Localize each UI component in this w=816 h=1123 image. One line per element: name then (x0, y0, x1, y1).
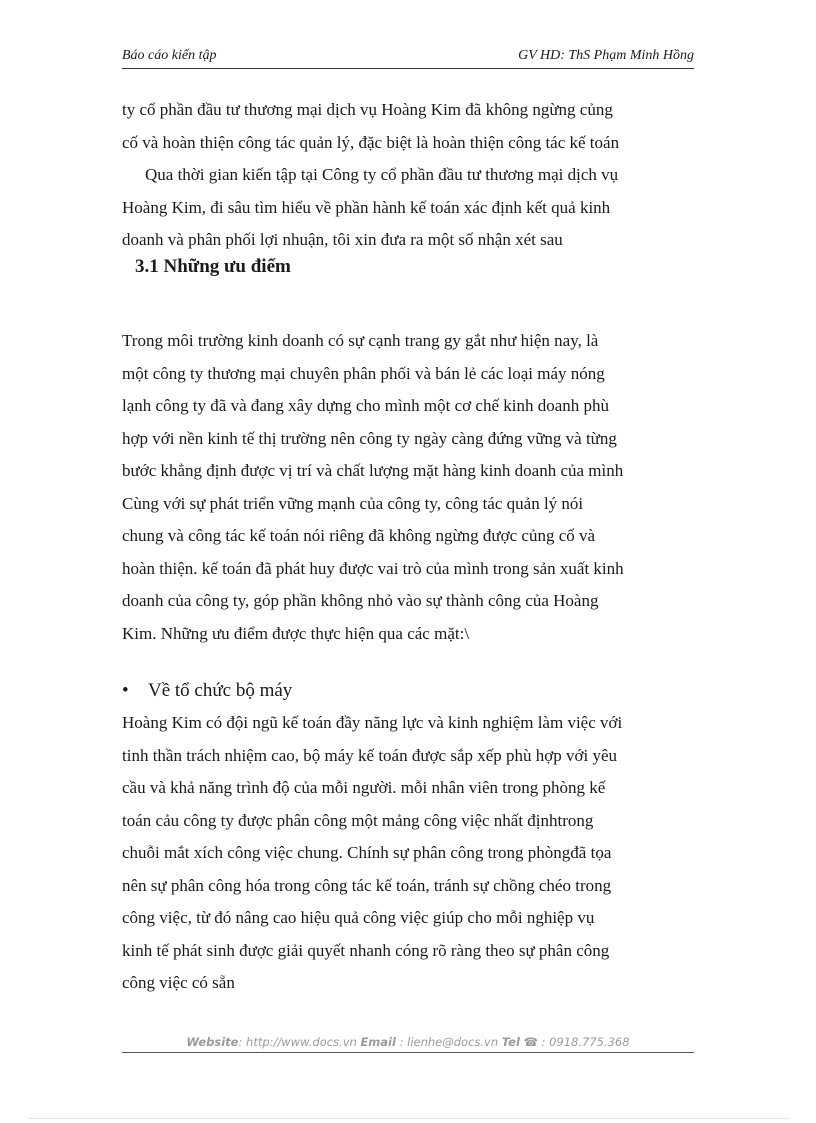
footer-website-value: : http://www.docs.vn (238, 1035, 357, 1049)
footer-email-value: : lienhe@docs.vn (395, 1035, 499, 1049)
text-line: Qua thời gian kiến tập tại Công ty cổ phần đầu tư thương mại dịch vụ (145, 165, 619, 184)
page-footer (122, 1035, 694, 1053)
phone-icon: ☎ (523, 1035, 538, 1049)
footer-tel-label: Tel (501, 1035, 520, 1049)
observation-paragraph (122, 159, 694, 257)
text-line: chung và công tác kế toán nói riêng đã không ngừng được củng cố và (122, 526, 596, 545)
text-line: hợp với nền kinh tế thị trường nên công ty ngày càng đứng vững và từng (122, 428, 617, 448)
text-line: cố và hoàn thiện công tác quản lý, đặc biệt là hoàn thiện công tác kế toán (122, 132, 620, 152)
header-advisor: GV HD: ThS Phạm Minh Hồng (518, 48, 694, 63)
bullet-item (122, 680, 292, 702)
text-line: Kim. Những ưu điểm được thực hiện qua các mặt:\ (122, 623, 470, 643)
text-line: chuỗi mắt xích công việc chung. Chính sự phân công trong phòngđã tọa (122, 843, 612, 862)
text-line: Hoàng Kim, đi sâu tìm hiểu về phần hành kế toán xác định kết quả kinh (122, 197, 611, 217)
page-header (122, 48, 694, 69)
text-line: doanh và phân phối lợi nhuận, tôi xin đưa ra một số nhận xét sau (122, 230, 563, 249)
text-line: Cùng với sự phát triển vững mạnh của công ty, công tác quản lý nói (122, 493, 584, 513)
text-line: kinh tế phát sinh được giải quyết nhanh cóng rõ ràng theo sự phân công (122, 940, 610, 960)
text-line: nên sự phân công hóa trong công tác kế toán, tránh sự chồng chéo trong (122, 875, 612, 895)
footer-website-label: Website (186, 1035, 239, 1049)
text-line: công việc, từ đó nâng cao hiệu quả công việc giúp cho mỗi nghiệp vụ (122, 908, 595, 927)
text-line: lạnh công ty đã và đang xây dựng cho mình một cơ chế kinh doanh phù (122, 396, 610, 415)
text-line: Trong môi trường kinh doanh có sự cạnh trang gy gắt như hiện nay, là (122, 331, 599, 350)
section-heading: 3.1 Những ưu điểm (135, 256, 291, 277)
intro-paragraph (122, 94, 694, 159)
page-bottom-divider (28, 1118, 788, 1119)
header-report-title: Báo cáo kiến tập (122, 48, 217, 63)
bullet-icon: • (122, 680, 129, 701)
text-line: công việc có sẵn (122, 973, 235, 992)
text-line: toán cảu công ty được phân công một mảng công việc nhất địnhtrong (122, 810, 594, 830)
text-line: Hoàng Kim có đội ngũ kế toán đầy năng lực và kinh nghiệm làm việc với (122, 713, 623, 732)
footer-email-label: Email (360, 1035, 396, 1049)
text-line: hoàn thiện. kế toán đã phát huy được vai trò của mình trong sản xuất kinh (122, 558, 624, 578)
text-line: tinh thần trách nhiệm cao, bộ máy kế toán được sắp xếp phù hợp với yêu (122, 745, 618, 765)
strengths-paragraph (122, 325, 694, 650)
bullet-label: Về tổ chức bộ máy (148, 680, 293, 701)
text-line: doanh của công ty, góp phần không nhỏ vào sự thành công của Hoàng (122, 591, 599, 610)
text-line: bước khẳng định được vị trí và chất lượng mặt hàng kinh doanh của mình (122, 461, 624, 480)
text-line: cầu và khả năng trình độ của mỗi người. mỗi nhân viên trong phòng kế (122, 778, 606, 797)
organization-paragraph (122, 707, 694, 1000)
text-line: ty cổ phần đầu tư thương mại dịch vụ Hoàng Kim đã không ngừng củng (122, 100, 613, 119)
text-line: một công ty thương mại chuyên phân phối và bán lẻ các loại máy nóng (122, 363, 605, 383)
footer-tel-value: : 0918.775.368 (541, 1035, 630, 1049)
